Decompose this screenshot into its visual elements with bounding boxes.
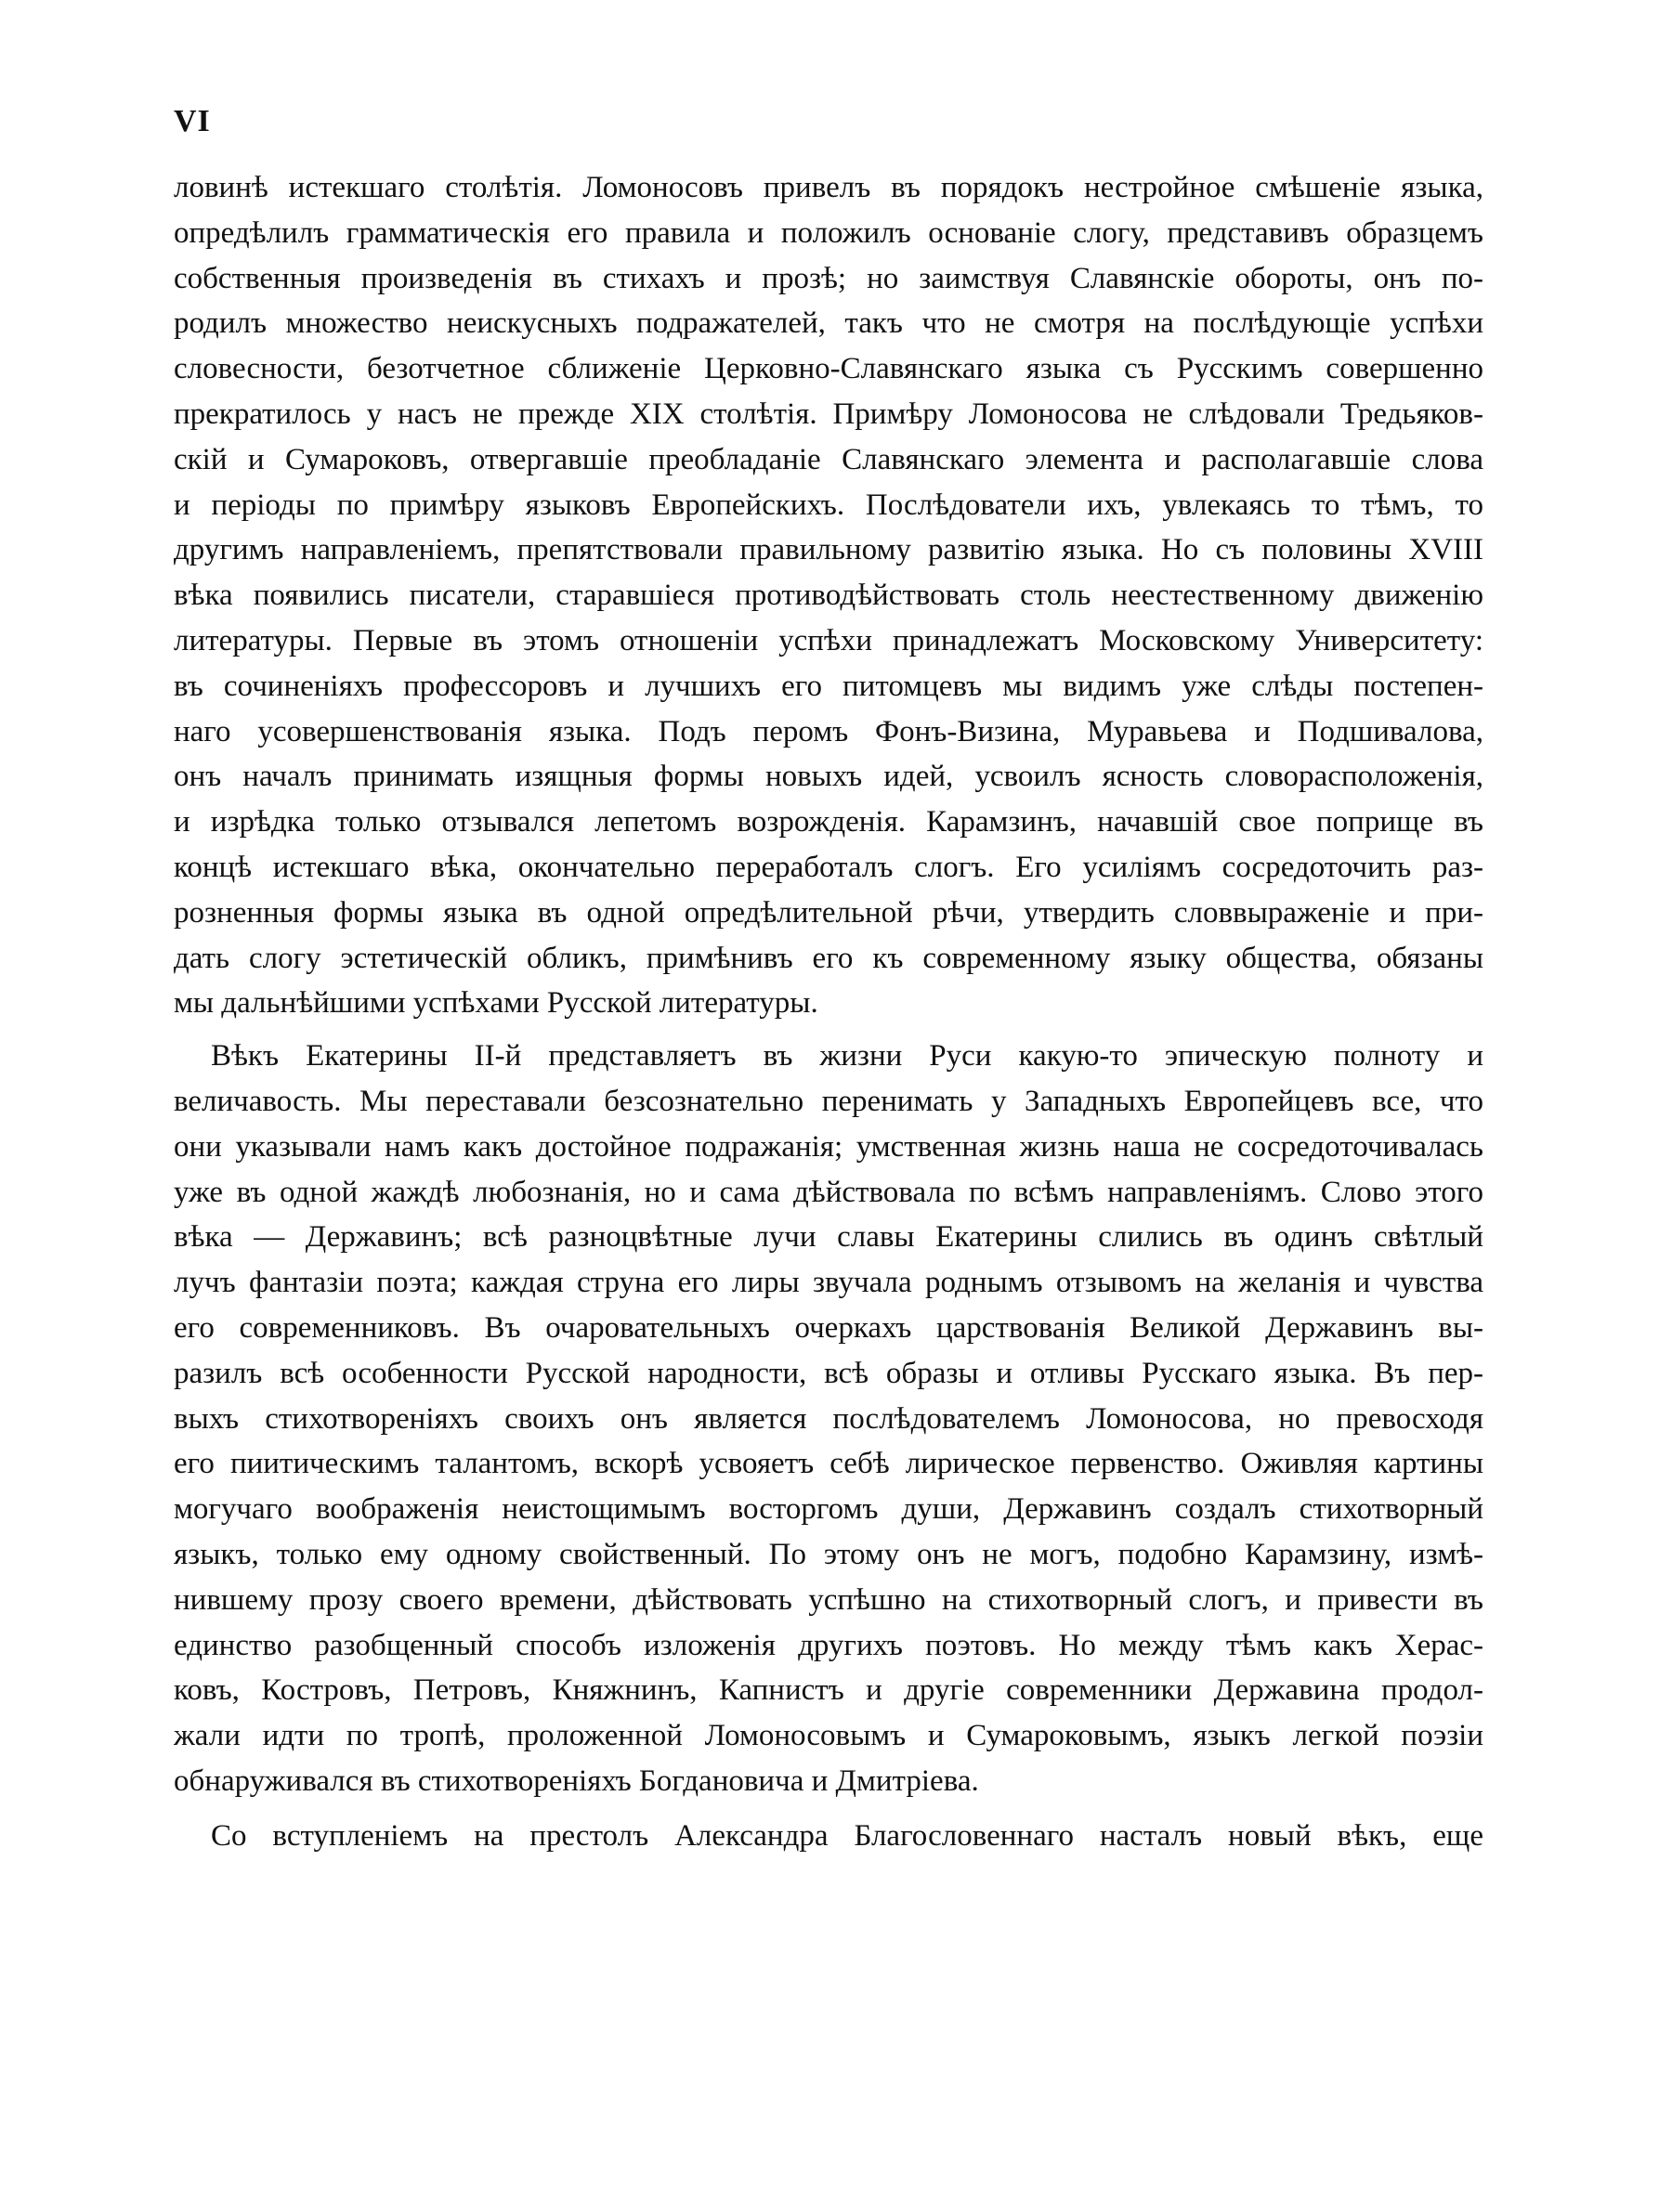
text-line: ловинѣ истекшаго столѣтія. Ломоносовъ привелъ въ порядокъ нестройное смѣшеніе языка, — [174, 171, 1483, 204]
text-line: въ сочиненіяхъ профессоровъ и лучшихъ его питомцевъ мы видимъ уже слѣды постепен- — [174, 669, 1483, 703]
text-line: дать слогу эстетическій обликъ, примѣнивъ его къ современному языку общества, обязаны — [174, 941, 1483, 975]
body-text — [174, 165, 1483, 1858]
text-line: собственныя произведенія въ стихахъ и прозѣ; но заимствуя Славянскіе обороты, онъ по- — [174, 261, 1483, 295]
text-line: они указывали намъ какъ достойное подражанія; умственная жизнь наша не сосредоточивалась — [174, 1129, 1483, 1164]
paragraph — [174, 1814, 1483, 1859]
text-line: разилъ всѣ особенности Русской народности, всѣ образы и отливы Русскаго языка. Въ пер- — [174, 1356, 1483, 1390]
text-line: жали идти по тропѣ, проложенной Ломоносовымъ и Сумароковымъ, языкъ легкой поэзіи — [174, 1719, 1483, 1753]
text-line: Вѣкъ Екатерины II-й представляетъ въ жизни Руси какую-то эпическую полноту и — [211, 1039, 1483, 1073]
text-line: ковъ, Костровъ, Петровъ, Княжнинъ, Капнистъ и другіе современники Державина продол- — [174, 1673, 1483, 1708]
text-line: языкъ, только ему одному свойственный. По этому онъ не могъ, подобно Карамзину, измѣ- — [174, 1537, 1483, 1571]
text-line: опредѣлилъ грамматическія его правила и положилъ основаніе слогу, представивъ образцемъ — [174, 215, 1483, 250]
text-line: его пиитическимъ талантомъ, вскорѣ усвояетъ себѣ лирическое первенство. Оживляя картины — [174, 1447, 1483, 1481]
text-line: лучъ фантазіи поэта; каждая струна его лиры звучала роднымъ отзывомъ на желанія и чувства — [174, 1266, 1483, 1300]
text-line: словесности, безотчетное сближеніе Церковно-Славянскаго языка съ Русскимъ совершенно — [174, 352, 1483, 386]
text-line: нившему прозу своего времени, дѣйствовать успѣшно на стихотворный слогъ, и привести въ — [174, 1582, 1483, 1617]
text-line: литературы. Первые въ этомъ отношеніи успѣхи принадлежатъ Московскому Университету: — [174, 623, 1483, 657]
text-line: уже въ одной жаждѣ любознанія, но и сама дѣйствовала по всѣмъ направленіямъ. Слово этого — [174, 1175, 1483, 1209]
text-line: Со вступленіемъ на престолъ Александра Благословеннаго насталъ новый вѣкъ, еще — [211, 1818, 1483, 1853]
text-line: прекратилось у насъ не прежде XIX столѣтія. Примѣру Ломоносова не слѣдовали Тредьяков- — [174, 397, 1483, 431]
text-line: обнаруживался въ стихотвореніяхъ Богдановича и Дмитріева. — [174, 1763, 979, 1798]
text-line: онъ началъ принимать изящныя формы новыхъ идей, усвоилъ ясность словорасположенія, — [174, 760, 1483, 794]
text-line: концѣ истекшаго вѣка, окончательно переработалъ слогъ. Его усиліямъ сосредоточить раз- — [174, 850, 1483, 884]
paragraph — [174, 165, 1483, 1026]
text-line: выхъ стихотвореніяхъ своихъ онъ является послѣдователемъ Ломоносова, но превосходя — [174, 1401, 1483, 1436]
text-line: вѣка — Державинъ; всѣ разноцвѣтные лучи славы Екатерины слились въ одинъ свѣтлый — [174, 1220, 1483, 1255]
page-number: VI — [174, 104, 211, 138]
text-line: скій и Сумароковъ, отвергавшіе преобладаніе Славянскаго элемента и располагавшіе слова — [174, 442, 1483, 476]
text-line: и изрѣдка только отзывался лепетомъ возрожденія. Карамзинъ, начавшій свое поприще въ — [174, 805, 1483, 839]
paragraph — [174, 1034, 1483, 1804]
text-line: единство разобщенный способъ изложенія другихъ поэтовъ. Но между тѣмъ какъ Херас- — [174, 1628, 1483, 1662]
text-line: его современниковъ. Въ очаровательныхъ очеркахъ царствованія Великой Державинъ вы- — [174, 1310, 1483, 1345]
text-line: мы дальнѣйшими успѣхами Русской литературы. — [174, 986, 818, 1021]
text-line: вѣка появились писатели, старавшіеся противодѣйствовать столь неестественному движенію — [174, 579, 1483, 613]
text-line: могучаго воображенія неистощимымъ восторгомъ души, Державинъ создалъ стихотворный — [174, 1492, 1483, 1527]
text-line: наго усовершенствованія языка. Подъ перомъ Фонъ-Визина, Муравьева и Подшивалова, — [174, 714, 1483, 748]
text-line: величавость. Мы переставали безсознательно перенимать у Западныхъ Европейцевъ все, что — [174, 1084, 1483, 1118]
text-line: розненныя формы языка въ одной опредѣлительной рѣчи, утвердить словвыраженіе и при- — [174, 895, 1483, 930]
text-line: и періоды по примѣру языковъ Европейскихъ. Послѣдователи ихъ, увлекаясь то тѣмъ, то — [174, 488, 1483, 522]
text-line: родилъ множество неискусныхъ подражателей, такъ что не смотря на послѣдующіе успѣхи — [174, 306, 1483, 341]
text-line: другимъ направленіемъ, препятствовали правильному развитію языка. Но съ половины XVIII — [174, 533, 1483, 567]
